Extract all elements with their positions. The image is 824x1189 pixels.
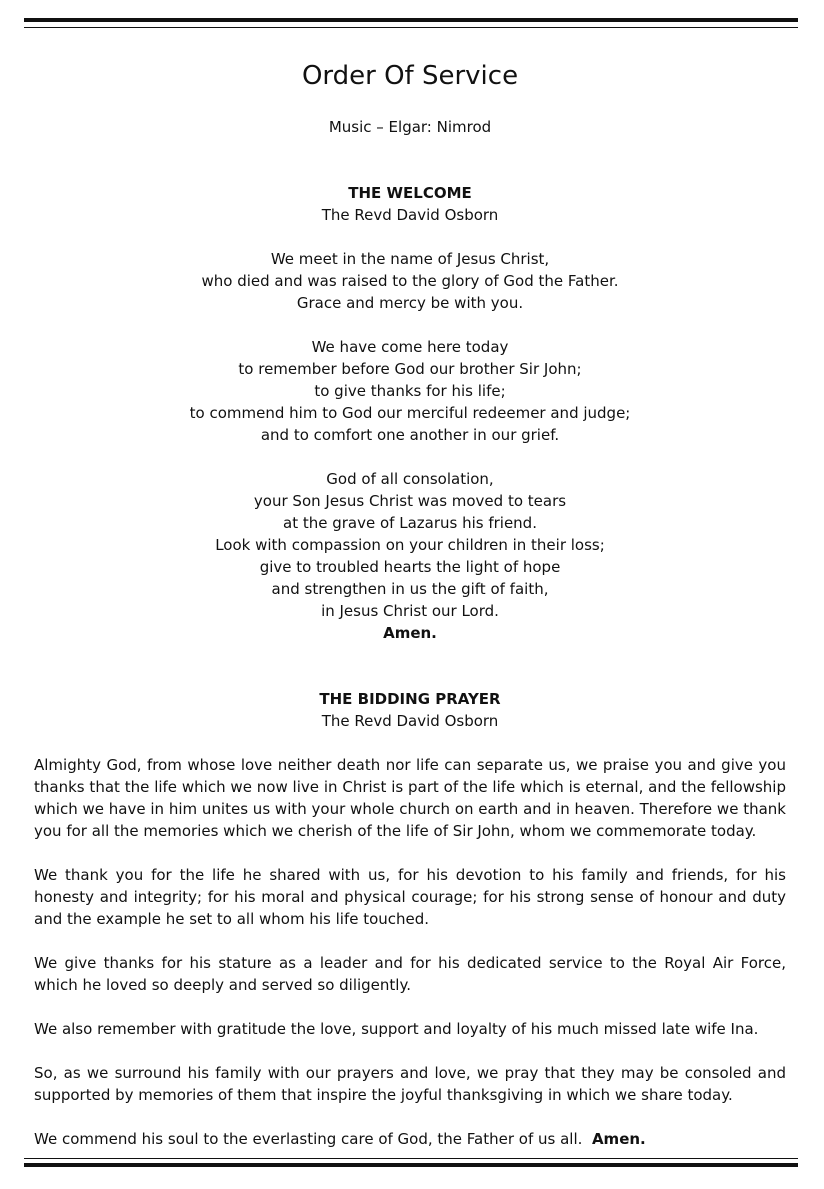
stanza-line: who died and was raised to the glory of God the Father.	[201, 272, 619, 290]
stanza-line: your Son Jesus Christ was moved to tears	[253, 492, 567, 510]
stanza-line: We meet in the name of Jesus Christ,	[270, 250, 550, 268]
welcome-stanza-3	[34, 468, 786, 644]
bidding-paragraph: We give thanks for his stature as a leader and for his dedicated service to the Royal Air Force, which he loved so deeply and served so diligently.	[34, 954, 786, 994]
stanza-line: to commend him to God our merciful redeemer and judge;	[189, 404, 631, 422]
top-rule-thin-line	[24, 27, 798, 28]
stanza-line: at the grave of Lazarus his friend.	[283, 514, 537, 532]
welcome-stanza-2	[34, 336, 786, 446]
stanza-line: in Jesus Christ our Lord.	[321, 602, 499, 620]
welcome-amen: Amen.	[383, 624, 437, 642]
stanza-line: and strengthen in us the gift of faith,	[271, 580, 549, 598]
bidding-prayer-section	[34, 688, 786, 1150]
welcome-heading: THE WELCOME	[348, 184, 472, 202]
bottom-rule-thin-line	[24, 1158, 798, 1159]
welcome-stanza-1	[34, 248, 786, 314]
top-rule-thick-line	[24, 18, 798, 22]
stanza-line: to give thanks for his life;	[314, 382, 506, 400]
bidding-final-line	[34, 1128, 786, 1150]
stanza-line: give to troubled hearts the light of hope	[259, 558, 561, 576]
bidding-paragraph: So, as we surround his family with our prayers and love, we pray that they may be consoled and supported by memories of them that inspire the joyful thanksgiving in which we share today.	[34, 1064, 786, 1104]
bidding-presenter: The Revd David Osborn	[321, 712, 499, 730]
stanza-line: Grace and mercy be with you.	[296, 294, 524, 312]
stanza-line: Look with compassion on your children in their loss;	[215, 536, 605, 554]
bidding-paragraph: We thank you for the life he shared with us, for his devotion to his family and friends, for his honesty and integrity; for his moral and physical courage; for his strong sense of honour and duty and the example he set to all whom his life touched.	[34, 866, 786, 928]
order-of-service-page	[34, 56, 786, 1150]
bidding-final-text: We commend his soul to the everlasting care of God, the Father of us all.	[34, 1130, 583, 1148]
stanza-line: to remember before God our brother Sir John;	[238, 360, 582, 378]
stanza-line: and to comfort one another in our grief.	[260, 426, 560, 444]
page-title: Order Of Service	[301, 61, 519, 91]
welcome-presenter: The Revd David Osborn	[321, 206, 499, 224]
bidding-paragraph: Almighty God, from whose love neither death nor life can separate us, we praise you and give you thanks that the life which we now live in Christ is part of the life which is eternal, and the fellowship which we have in him unites us with your whole church on earth and in heaven. Therefore we thank you for all the memories which we cherish of the life of Sir John, whom we commemorate today.	[34, 756, 786, 840]
bidding-paragraph: We also remember with gratitude the love, support and loyalty of his much missed late wife Ina.	[34, 1020, 759, 1038]
bidding-final-amen: Amen.	[591, 1130, 646, 1148]
bottom-rule-thick-line	[24, 1163, 798, 1167]
music-note: Music – Elgar: Nimrod	[328, 118, 492, 136]
welcome-section	[34, 182, 786, 644]
stanza-line: God of all consolation,	[326, 470, 494, 488]
bottom-double-rule	[24, 1158, 798, 1167]
bidding-heading: THE BIDDING PRAYER	[319, 690, 501, 708]
stanza-line: We have come here today	[311, 338, 509, 356]
top-double-rule	[24, 18, 798, 28]
